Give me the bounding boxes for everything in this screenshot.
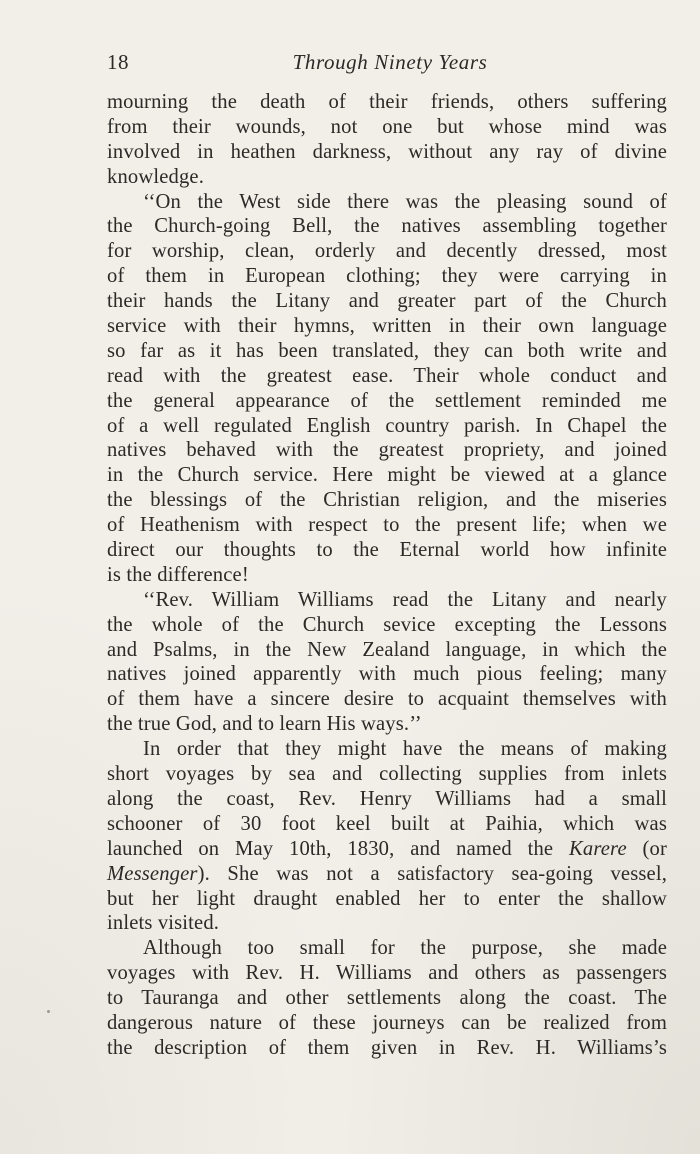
paragraph-start-line: ‘‘On the West side there was the pleasing sound of xyxy=(143,190,667,213)
text-line: natives joined apparently with much pious feeling; many xyxy=(107,663,667,686)
text-line: natives behaved with the greatest propriety, and joined xyxy=(107,439,667,462)
text-line: of them in European clothing; they were carrying in xyxy=(107,265,667,288)
text-line: of them have a sincere desire to acquaint themselves with xyxy=(107,688,667,711)
text-line: the true God, and to learn His ways.’’ xyxy=(107,713,422,736)
paragraph-start-line: In order that they might have the means of making xyxy=(143,738,667,761)
text-line: their hands the Litany and greater part of the Church xyxy=(107,290,667,313)
paper-speck xyxy=(47,1010,50,1013)
text-segment: ). She was not a satisfactory sea-going vessel, xyxy=(197,862,667,885)
text-line: and Psalms, in the New Zealand language, in which the xyxy=(107,638,667,661)
italic-ship-name: Karere xyxy=(569,837,627,860)
running-title: Through Ninety Years xyxy=(292,50,488,74)
text-line: from their wounds, not one but whose mind was xyxy=(107,115,667,138)
text-line: dangerous nature of these journeys can be realized from xyxy=(107,1011,667,1034)
text-line: the whole of the Church sevice excepting the Lessons xyxy=(107,613,667,636)
text-line: the general appearance of the settlement reminded me xyxy=(107,389,667,412)
paragraph-start-line: Although too small for the purpose, she made xyxy=(143,937,667,960)
text-line: knowledge. xyxy=(107,165,205,188)
text-line: for worship, clean, orderly and decently dressed, most xyxy=(107,240,667,263)
text-line xyxy=(107,862,667,887)
page-number: 18 xyxy=(107,50,129,74)
text-line xyxy=(107,837,667,862)
text-line: the Church-going Bell, the natives assembling together xyxy=(107,215,667,238)
paragraph-start-line: ‘‘Rev. William Williams read the Litany and nearly xyxy=(143,588,667,611)
text-line: service with their hymns, written in their own language xyxy=(107,315,667,338)
text-line: inlets visited. xyxy=(107,912,220,935)
text-line: direct our thoughts to the Eternal world how infinite xyxy=(107,539,667,562)
text-line: the description of them given in Rev. H. Williams’s xyxy=(107,1036,667,1059)
text-line: short voyages by sea and collecting supplies from inlets xyxy=(107,763,667,786)
text-line: along the coast, Rev. Henry Williams had a small xyxy=(107,787,667,810)
text-line: voyages with Rev. H. Williams and others as passengers xyxy=(107,962,667,985)
text-line: of Heathenism with respect to the present life; when we xyxy=(107,514,667,537)
text-line: involved in heathen darkness, without any ray of divine xyxy=(107,140,667,163)
text-line: read with the greatest ease. Their whole conduct and xyxy=(107,364,667,387)
body-text xyxy=(107,90,667,1061)
text-line: in the Church service. Here might be viewed at a glance xyxy=(107,464,667,487)
text-line: so far as it has been translated, they can both write and xyxy=(107,339,667,362)
text-line: the blessings of the Christian religion, and the miseries xyxy=(107,489,667,512)
italic-ship-name: Messenger xyxy=(107,862,198,885)
page-header xyxy=(107,50,667,78)
text-line: is the difference! xyxy=(107,563,249,586)
text-segment: (or xyxy=(626,837,667,860)
text-line: of a well regulated English country parish. In Chapel the xyxy=(107,414,667,437)
text-line: to Tauranga and other settlements along the coast. The xyxy=(107,987,667,1010)
text-line: schooner of 30 foot keel built at Paihia, which was xyxy=(107,812,667,835)
text-segment: launched on May 10th, 1830, and named the xyxy=(107,837,570,860)
text-line: mourning the death of their friends, others suffering xyxy=(107,91,667,113)
text-line: but her light draught enabled her to enter the shallow xyxy=(107,887,667,910)
